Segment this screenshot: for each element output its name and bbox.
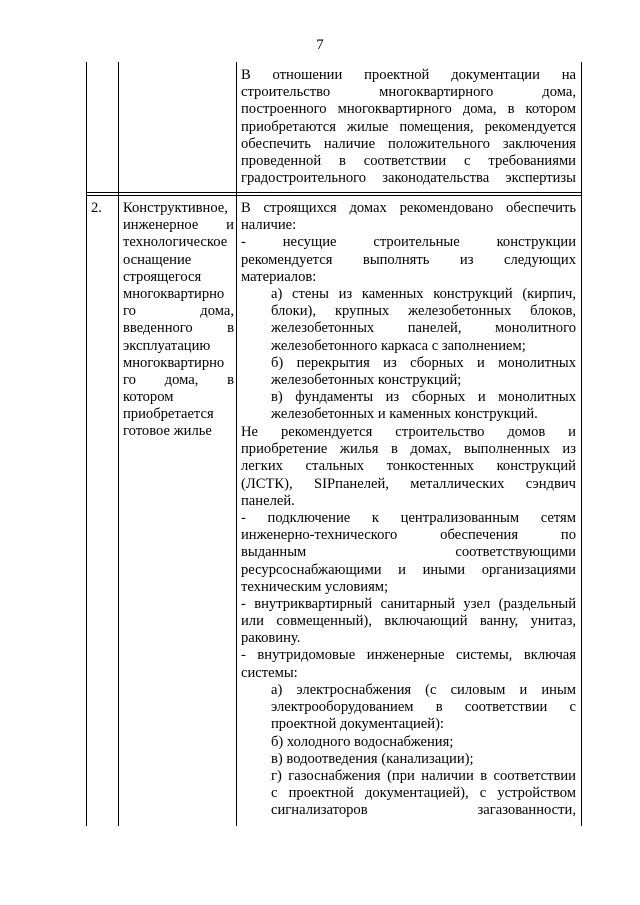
text-line: - внутридомовые инженерные системы, включая — [241, 647, 576, 664]
subject-line: го дома, в — [123, 371, 234, 388]
text-line: железобетонных панелей, монолитного — [271, 320, 576, 337]
text-line: обеспечить наличие положительного заключения — [241, 135, 576, 152]
text-line: блоки), крупных железобетонных блоков, — [271, 303, 576, 320]
table-border-left — [86, 62, 87, 826]
text-line: В строящихся домах рекомендовано обеспечить — [241, 200, 576, 216]
text-line: электрооборудованием в соответствии с — [271, 699, 576, 716]
text-line: панелей. — [241, 492, 295, 509]
text-line: (ЛСТК), SIPпанелей, металлических сэндвич — [241, 475, 576, 492]
text-line: раковину. — [241, 630, 301, 647]
text-line: в) водоотведения (канализации); — [271, 750, 474, 767]
text-line: Не рекомендуется строительство домов и — [241, 424, 576, 440]
page-number: 7 — [316, 37, 324, 53]
text-line: материалов: — [241, 268, 317, 285]
text-line: построенного многоквартирного дома, в котором — [241, 101, 576, 118]
subject-line: технологическое — [123, 234, 228, 251]
subject-line: многоквартирно — [123, 354, 225, 371]
text-line: приобретаются жилые помещения, рекомендуется — [241, 118, 576, 135]
text-line: железобетонных и каменных конструкций. — [271, 406, 538, 423]
text-line: сигнализаторов загазованности, — [271, 802, 576, 819]
materials-list — [271, 286, 576, 424]
text-line: строительство многоквартирного дома, — [241, 84, 576, 101]
row-number: 2. — [91, 200, 102, 216]
text-line: проведенной в соответствии с требованиями — [241, 152, 576, 169]
text-line: с проектной документацией), с устройством — [271, 785, 576, 802]
text-line: железобетонных конструкций; — [271, 371, 462, 388]
text-line: а) стены из каменных конструкций (кирпич, — [271, 286, 576, 302]
subject-line: эксплуатацию — [123, 337, 211, 354]
engineering-systems-list — [271, 682, 576, 820]
text-line: техническим условиям; — [241, 578, 389, 595]
text-line: градостроительного законодательства экспертизы — [241, 170, 576, 187]
text-line: приобретение жилья в домах, выполненных из — [241, 441, 576, 458]
table-row-divider — [86, 192, 582, 193]
text-line: в) фундаменты из сборных и монолитных — [271, 389, 576, 406]
text-line: или совмещенный), включающий ванну, унитаз, — [241, 613, 576, 630]
text-line: наличие: — [241, 217, 297, 234]
subject-line: оснащение — [123, 251, 192, 268]
subject-line: котором — [123, 389, 174, 406]
subject-line: приобретается — [123, 406, 214, 423]
text-line: легких стальных тонкостенных конструкций — [241, 458, 576, 475]
text-line: системы: — [241, 664, 298, 681]
table-border-right — [581, 62, 582, 826]
text-line: инженерно-технического обеспечения по — [241, 527, 576, 544]
text-line: - подключение к централизованным сетям — [241, 509, 576, 526]
subject-line: строящегося — [123, 268, 202, 285]
text-line: ресурсоснабжающими и иными организациями — [241, 561, 576, 578]
text-line: проектной документацией): — [271, 716, 444, 733]
text-line: выданным соответствующими — [241, 544, 576, 561]
text-line: железобетонного каркаса с заполнением; — [271, 337, 526, 354]
table-column-divider-2 — [236, 62, 237, 826]
text-line: В отношении проектной документации на — [241, 67, 576, 83]
text-line: а) электроснабжения (с силовым и иным — [271, 682, 576, 698]
subject-line: Конструктивное, — [123, 200, 228, 216]
subject-line: многоквартирно — [123, 285, 225, 302]
row-subject — [123, 200, 234, 441]
subject-line: го дома, — [123, 303, 234, 320]
text-line: б) холодного водоснабжения; — [271, 733, 454, 750]
text-line: г) газоснабжения (при наличии в соответствии — [271, 767, 576, 784]
table-column-divider-1 — [118, 62, 119, 826]
text-line: - внутриквартирный санитарный узел (раздельный — [241, 595, 576, 612]
subject-line: введенного в — [123, 320, 234, 337]
intro-paragraph — [241, 200, 576, 286]
text-line: б) перекрытия из сборных и монолитных — [271, 354, 576, 371]
table-row-divider — [86, 195, 582, 196]
text-line: рекомендуется выполнять из следующих — [241, 251, 576, 268]
continued-row-text — [241, 67, 576, 187]
subject-line: инженерное и — [123, 217, 234, 234]
requirements-paragraphs — [241, 424, 576, 682]
text-line: - несущие строительные конструкции — [241, 234, 576, 251]
subject-line: готовое жилье — [123, 423, 212, 440]
